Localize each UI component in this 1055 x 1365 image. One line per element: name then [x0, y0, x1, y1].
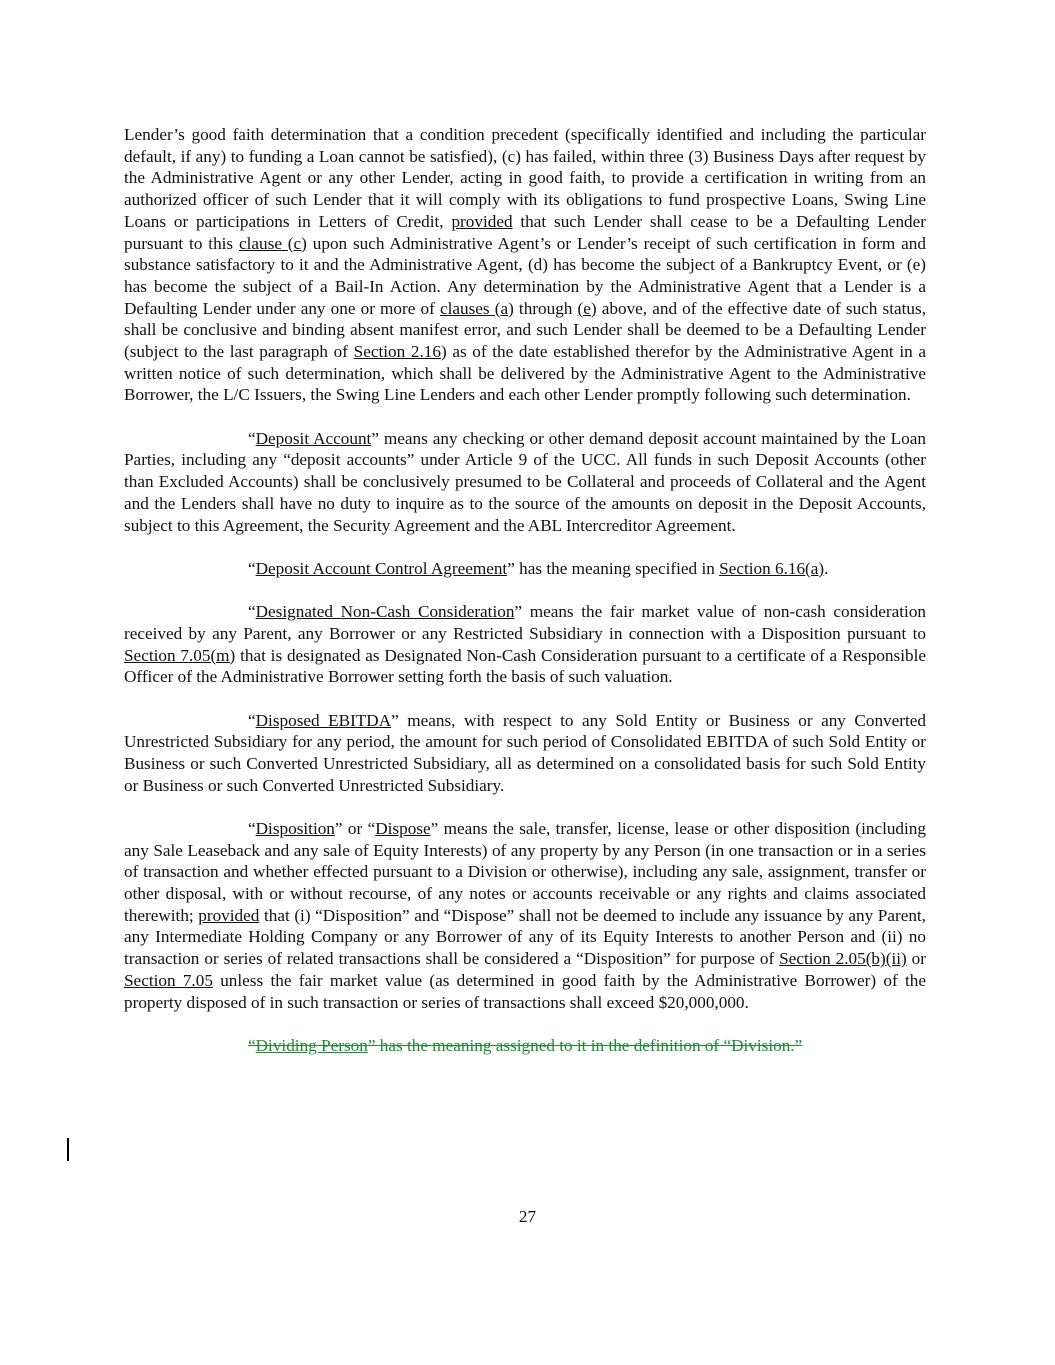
text-run: through — [513, 298, 578, 318]
text-run: above, and of the effective date of such status, shall be conclusive and binding absent manifest error, and such Lender shall be deemed to be a Defaulting Lender (subject to the last paragraph of — [124, 298, 926, 362]
text-run: that (i) “Disposition” and “Dispose” shall not be deemed to include any issuance by any Parent, any Intermediate Holding Company or any Borrower of any of its Equity Interests to another Person and (ii) no transaction or series of related transactions shall be considered a “Disposition” for purpose of — [124, 905, 926, 969]
text-run: ” means the fair market value of non-cash consideration received by any Parent, any Borrower or any Restricted Subsidiary in connection with a Disposition pursuant to — [124, 602, 927, 643]
cross-reference: Section 2.05(b)(ii) — [779, 949, 907, 969]
definition-disposition — [124, 818, 926, 1013]
defined-term: Deposit Account Control Agreement — [255, 558, 508, 578]
text-run: ” means the sale, transfer, license, lease or other disposition (including any Sale Leaseback and any sale of Equity Interests) of any property by any Person (in one transaction or in a series of transaction and whether effected pursuant to a Division or otherwise), including any sale, assignment, transfer or other disposal, with or without recourse, of any notes or accounts receivable or any rights and claims associated therewith; — [124, 818, 926, 925]
text-run: that is designated as Designated Non-Cash Consideration pursuant to a certificate of a Responsible Officer of the Administrative Borrower setting forth the basis of such valuation. — [124, 645, 926, 687]
defined-term: Disposition — [255, 818, 335, 838]
cross-reference: Section 7.05(m) — [124, 645, 236, 665]
underlined-term: provided — [451, 211, 513, 231]
definition-disposed-ebitda — [124, 710, 926, 797]
text-run: “ — [248, 1035, 256, 1055]
deleted-definition-dividing-person — [124, 1035, 926, 1057]
definition-designated-non-cash-consideration — [124, 601, 926, 688]
text-run: . — [824, 558, 829, 578]
defined-term: Disposed EBITDA — [255, 710, 392, 730]
cross-reference: Section 7.05 — [124, 970, 213, 990]
document-page — [124, 124, 926, 1057]
defined-term: Dividing Person — [255, 1035, 368, 1055]
text-run: Lender’s good faith determination that a condition precedent (specifically identified and including the particular default, if any) to funding a Loan cannot be satisfied), (c) has failed, within three (3) Business Days after request by the Administrative Agent or any other Lender, acting in good faith, to provide a certification in writing from an authorized officer of such Lender that it will comply with its obligations to fund prospective Loans, Swing Line Loans or participations in Letters of Credit, — [124, 125, 926, 231]
underlined-term: provided — [198, 905, 260, 925]
defined-term: Dispose — [375, 818, 431, 838]
text-run: ” means any checking or other demand deposit account maintained by the Loan Parties, including any “deposit accounts” under Article 9 of the UCC. All funds in such Deposit Accounts (other than Excluded Accounts) shall be conclusively presumed to be Collateral and proceeds of Collateral and the Agent and the Lenders shall have no duty to inquire as to the source of the amounts on deposit in the Deposit Accounts, subject to this Agreement, the Security Agreement and the ABL Intercreditor Agreement. — [124, 428, 926, 535]
text-run: ” or “ — [334, 818, 376, 838]
defined-term: Deposit Account — [255, 428, 372, 448]
text-run: ) as of the date established therefor by the Administrative Agent in a written notice of such determination, which shall be delivered by the Administrative Agent to the Administrative Borrower, the L/C Issuers, the Swing Line Lenders and each other Lender promptly following such determination. — [124, 342, 927, 405]
page-number: 27 — [518, 1207, 537, 1226]
cross-reference: clauses (a) — [439, 298, 514, 318]
cross-reference: Section 2.16 — [353, 342, 441, 362]
text-run: “ — [248, 710, 256, 730]
cross-reference: clause (c) — [239, 233, 307, 253]
text-run: “ — [248, 428, 256, 448]
cross-reference: (e) — [577, 298, 597, 318]
text-run: ” means, with respect to any Sold Entity or Business or any Converted Unrestricted Subsidiary for any period, the amount for such period of Consolidated EBITDA of such Sold Entity or Business or such Converted Unrestricted Subsidiary, all as determined on a consolidated basis for such Sold Entity or Business or such Converted Unrestricted Subsidiary. — [124, 710, 926, 795]
cross-reference: Section 6.16(a) — [719, 558, 825, 578]
definition-deposit-account — [124, 428, 926, 537]
text-run: “ — [248, 558, 256, 578]
text-run: upon such Administrative Agent’s or Lender’s receipt of such certification in form and substance satisfactory to it and the Administrative Agent, (d) has become the subject of a Bankruptcy Event, or (e) has become the subject of a Bail-In Action. Any determination by the Administrative Agent that a Lender is a Defaulting Lender under any one or more of — [124, 233, 926, 318]
text-run: unless the fair market value (as determined in good faith by the Administrative Borrower) of the property disposed of in such transaction or series of transactions shall exceed $20,000,000. — [124, 970, 927, 1012]
defined-term: Designated Non-Cash Consideration — [255, 602, 515, 622]
text-run: that such Lender shall cease to be a Defaulting Lender pursuant to this — [124, 211, 926, 253]
paragraph-defaulting-lender-continued — [124, 124, 926, 406]
text-run: “ — [248, 818, 256, 838]
definition-deposit-account-control-agreement — [124, 558, 926, 580]
text-run: “ — [248, 602, 256, 622]
revision-change-bar — [67, 1138, 69, 1161]
text-run: or — [906, 949, 926, 969]
text-run: ” has the meaning assigned to it in the definition of “Division.” — [367, 1035, 803, 1055]
text-run: ” has the meaning specified in — [507, 558, 720, 578]
